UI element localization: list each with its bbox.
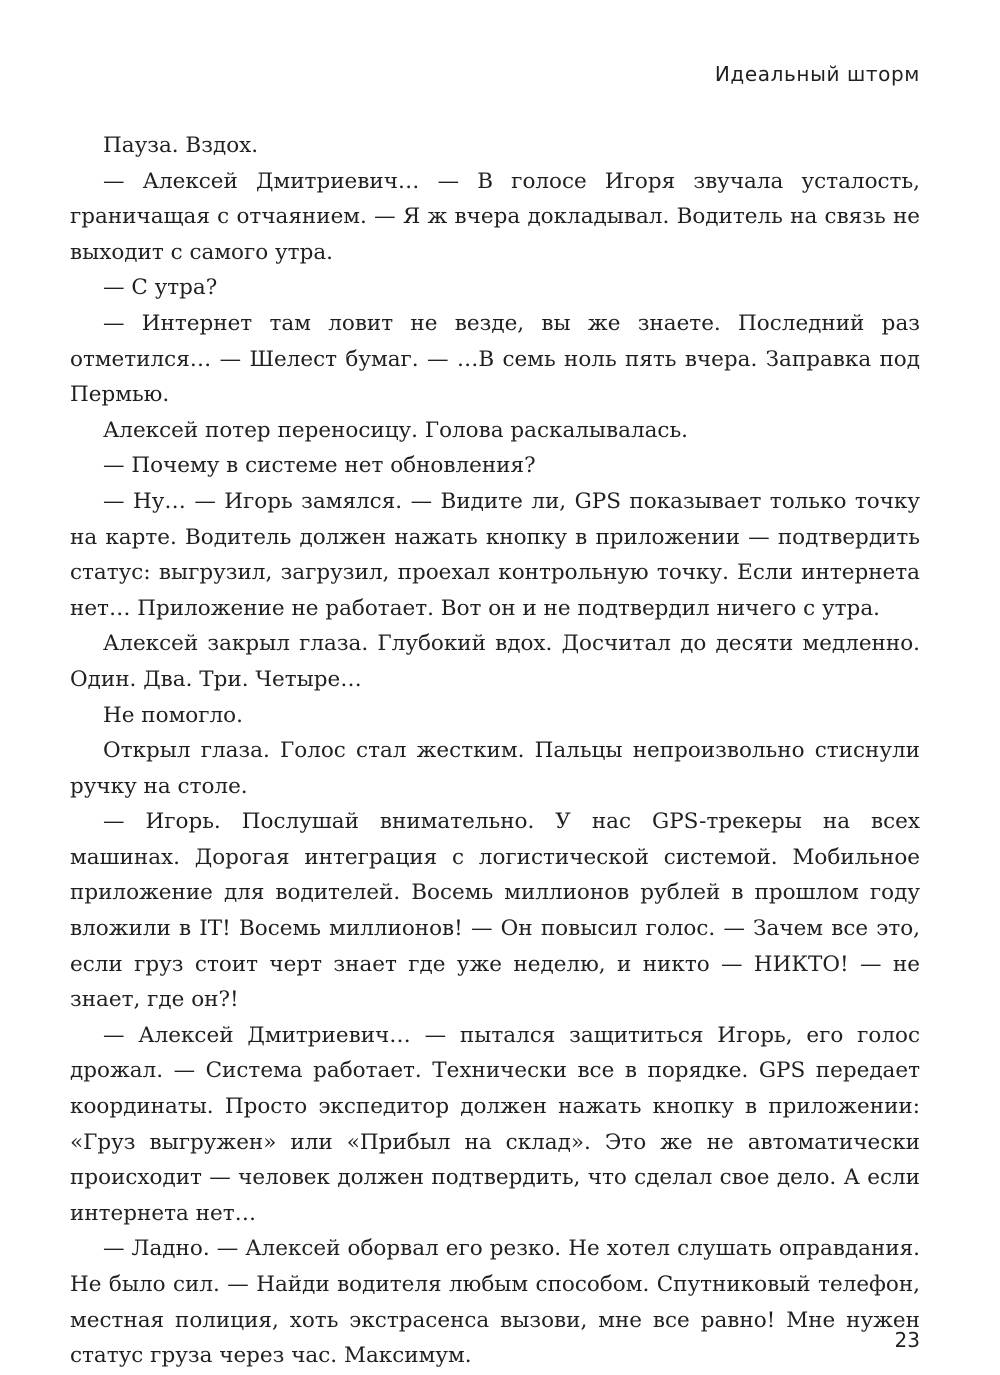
paragraph: Алексей закрыл глаза. Глубокий вдох. Досчитал до десяти медленно. Один. Два. Три. Четыре… (70, 631, 920, 692)
paragraph: Алексей потер переносицу. Голова раскалывалась. (103, 417, 689, 443)
paragraph: — Алексей Дмитриевич… — пытался защититься Игорь, его голос дрожал. — Система работает. Технически все в порядке. GPS передает координаты. Просто экспедитор должен нажать кнопку в приложении: «Груз выгружен» или «Прибыл на склад». Это же не автоматически происходит — человек должен подтвердить, что сделал свое дело. А если интернета нет… (70, 1022, 920, 1226)
paragraph: — Почему в системе нет обновления? (103, 453, 536, 479)
paragraph: — Игорь. Послушай внимательно. У нас GPS-трекеры на всех машинах. Дорогая интеграция с логистической системой. Мобильное приложение для водителей. Восемь миллионов рублей в прошлом году вложили в IT! Восемь миллионов! — Он повысил голос. — Зачем все это, если груз стоит черт знает где уже неделю, и никто — НИКТО! — не знает, где он?! (70, 809, 920, 1013)
paragraph: — Интернет там ловит не везде, вы же знаете. Последний раз отметился… — Шелест бумаг. — …В семь ноль пять вчера. Заправка под Пермью. (70, 310, 920, 408)
paragraph: — Ладно. — Алексей оборвал его резко. Не хотел слушать оправдания. Не было сил. — Найди водителя любым способом. Спутниковый телефон, местная полиция, хоть экстрасенса вызови, мне все равно! Мне нужен статус груза через час. Максимум. (70, 1236, 920, 1369)
running-title: Идеальный шторм (714, 62, 920, 86)
paragraph: Не помогло. (103, 702, 243, 728)
paragraph: Пауза. Вздох. (103, 133, 259, 158)
page-number: 23 (894, 1328, 920, 1352)
paragraph: — С утра? (103, 275, 218, 301)
paragraph: — Ну… — Игорь замялся. — Видите ли, GPS показывает только точку на карте. Водитель должен нажать кнопку в приложении — подтвердить статус: выгрузил, загрузил, проехал контрольную точку. Если интернета нет… Приложение не работает. Вот он и не подтвердил ничего с утра. (70, 488, 920, 621)
body-text (70, 128, 920, 1374)
paragraph: — Алексей Дмитриевич… — В голосе Игоря звучала усталость, граничащая с отчаянием. — Я ж вчера докладывал. Водитель на связь не выходит с самого утра. (70, 168, 920, 265)
paragraph: Открыл глаза. Голос стал жестким. Пальцы непроизвольно стиснули ручку на столе. (70, 738, 920, 799)
